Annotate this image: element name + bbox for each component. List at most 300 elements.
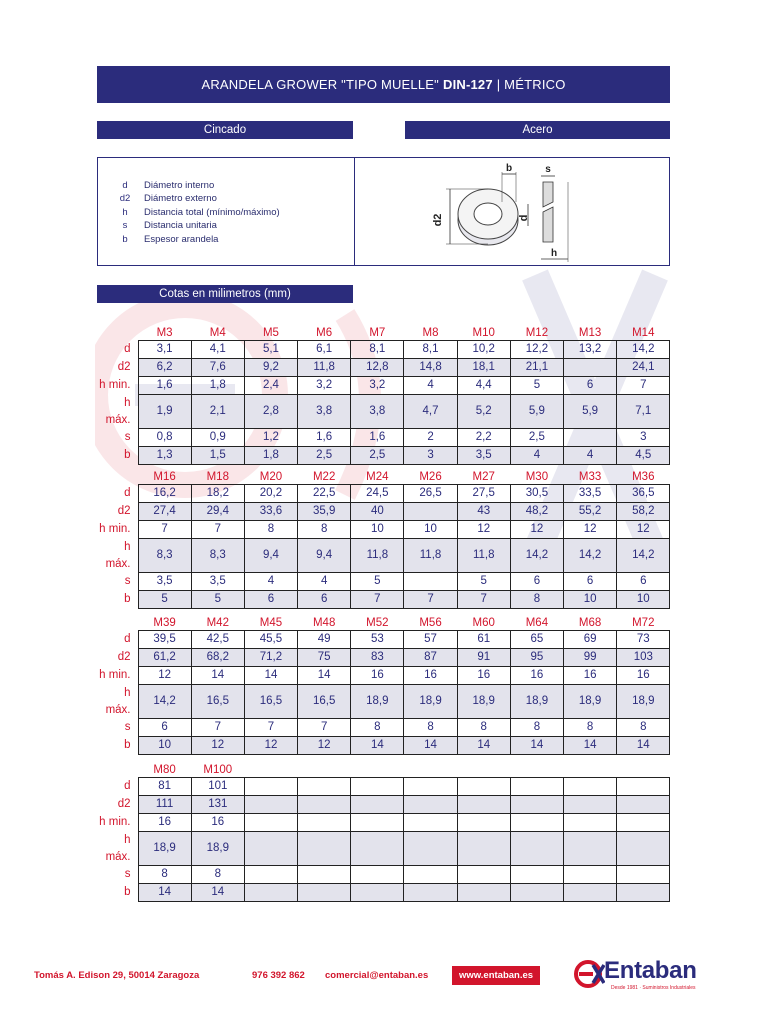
table-cell: 9,2 [244, 359, 297, 377]
table-cell: 3,5 [138, 573, 191, 591]
table-cell: 3,1 [138, 341, 191, 359]
table-cell: 73 [617, 631, 670, 649]
table-cell: 18,9 [510, 685, 563, 719]
table-cell: 6 [564, 573, 617, 591]
table-cell [510, 884, 563, 902]
table-cell: 1,9 [138, 395, 191, 429]
table-cell: 14 [191, 667, 244, 685]
table-cell: 10 [138, 737, 191, 755]
row-label: d2 [117, 651, 131, 663]
legend-description: Distancia unitaria [144, 220, 217, 232]
table-row [97, 377, 670, 395]
row-label: b [124, 593, 131, 605]
table-cell: 8 [404, 719, 457, 737]
table-cell: 2,4 [244, 377, 297, 395]
row-label: d2 [117, 361, 131, 373]
table-cell: 71,2 [244, 649, 297, 667]
size-header: M72 [632, 617, 655, 629]
table-cell: 58,2 [617, 503, 670, 521]
table-cell: 14 [510, 737, 563, 755]
table-row [97, 359, 670, 377]
table-cell: 131 [191, 796, 244, 814]
legend-row [110, 179, 280, 192]
size-header: M30 [525, 471, 549, 483]
table-cell: 3,5 [191, 573, 244, 591]
table-cell: 69 [564, 631, 617, 649]
table-cell: 10 [564, 591, 617, 609]
table-row [97, 429, 670, 447]
row-label: b [124, 886, 131, 898]
table-cell [404, 778, 457, 796]
table-row [97, 796, 670, 814]
table-cell: 6 [617, 573, 670, 591]
table-cell: 18,2 [191, 485, 244, 503]
row-label: h min. [99, 669, 131, 681]
size-header: M14 [632, 327, 655, 339]
table-cell: 1,5 [191, 447, 244, 465]
entaban-logo [573, 959, 713, 995]
size-header: M12 [525, 327, 549, 339]
table-row [97, 685, 670, 719]
table-cell: 4 [564, 447, 617, 465]
row-label: h máx. [105, 396, 131, 426]
table-cell: 12 [298, 737, 351, 755]
table-cell: 5,9 [564, 395, 617, 429]
size-header: M80 [153, 764, 176, 776]
table-cell: 12 [510, 521, 563, 539]
table-cell [617, 814, 670, 832]
table-cell: 4 [404, 377, 457, 395]
table-cell: 2,8 [244, 395, 297, 429]
table-cell: 1,6 [138, 377, 191, 395]
table-cell [564, 429, 617, 447]
table-cell: 8 [510, 719, 563, 737]
size-header [617, 760, 670, 778]
table-cell: 95 [510, 649, 563, 667]
table-cell: 9,4 [244, 539, 297, 573]
label-h: h [550, 248, 558, 259]
table-cell: 16,5 [191, 685, 244, 719]
row-label: b [124, 449, 131, 461]
row-label: d2 [117, 505, 131, 517]
table-cell: 12 [191, 737, 244, 755]
legend-description: Diámetro interno [144, 180, 215, 191]
legend-row [110, 206, 280, 219]
table-row [97, 591, 670, 609]
table-cell: 4,7 [404, 395, 457, 429]
header-corner [97, 467, 138, 485]
table-cell: 12 [564, 521, 617, 539]
table-cell: 35,9 [298, 503, 351, 521]
table-row [97, 395, 670, 429]
table-cell: 21,1 [510, 359, 563, 377]
table-cell: 11,8 [298, 359, 351, 377]
legend-symbol: h [122, 206, 128, 218]
table-cell: 4 [244, 573, 297, 591]
table-cell: 4,5 [617, 447, 670, 465]
table-cell: 18,9 [564, 685, 617, 719]
table-cell: 53 [351, 631, 404, 649]
table-cell: 12 [617, 521, 670, 539]
row-label: h máx. [105, 833, 131, 863]
page-title [97, 66, 670, 103]
label-d2: d2 [432, 213, 444, 227]
legend-description: Espesor arandela [144, 233, 219, 245]
table-cell: 14 [191, 884, 244, 902]
table-cell: 16 [457, 667, 510, 685]
table-cell: 3,2 [298, 377, 351, 395]
row-label: h min. [99, 523, 131, 535]
table-cell: 111 [138, 796, 191, 814]
table-cell [404, 573, 457, 591]
legend-divider [354, 158, 355, 265]
table-cell: 6,2 [138, 359, 191, 377]
size-header-row [97, 323, 670, 341]
row-label: h máx. [105, 686, 131, 716]
table-cell: 39,5 [138, 631, 191, 649]
table-cell: 16 [351, 667, 404, 685]
table-cell: 65 [510, 631, 563, 649]
table-cell [404, 832, 457, 866]
table-row [97, 737, 670, 755]
table-cell: 45,5 [244, 631, 297, 649]
legend-symbol: s [122, 220, 128, 232]
size-header: M10 [472, 327, 495, 339]
row-label: d [124, 780, 131, 792]
table-cell [564, 359, 617, 377]
size-table [97, 613, 670, 755]
table-cell: 14 [457, 737, 510, 755]
table-cell: 26,5 [404, 485, 457, 503]
legend-description: Diámetro externo [144, 193, 217, 205]
logo-tagline: Desde 1981 · Suministros Industriales [611, 985, 696, 991]
material-bar: Acero [405, 121, 670, 139]
legend-symbol: d [122, 180, 128, 191]
table-cell: 5,9 [510, 395, 563, 429]
table-cell: 87 [404, 649, 457, 667]
table-cell: 2 [404, 429, 457, 447]
table-cell [298, 832, 351, 866]
table-cell: 5,2 [457, 395, 510, 429]
table-cell: 3,2 [351, 377, 404, 395]
legend-symbol: d2 [119, 193, 131, 205]
row-label: b [124, 739, 131, 751]
table-cell [510, 778, 563, 796]
table-cell: 8 [298, 521, 351, 539]
table-cell [564, 796, 617, 814]
table-cell: 3 [617, 429, 670, 447]
size-header: M27 [472, 471, 495, 483]
table-cell: 18,9 [191, 832, 244, 866]
label-s: s [545, 164, 551, 175]
table-cell [404, 866, 457, 884]
legend-symbol: b [122, 233, 128, 245]
table-cell: 24,5 [351, 485, 404, 503]
table-row [97, 341, 670, 359]
table-cell: 7 [298, 719, 351, 737]
table-cell: 55,2 [564, 503, 617, 521]
table-cell [351, 814, 404, 832]
table-row [97, 832, 670, 866]
size-header: M100 [203, 764, 233, 776]
table-cell [298, 866, 351, 884]
table-cell: 1,3 [138, 447, 191, 465]
size-header: M64 [525, 617, 549, 629]
table-row [97, 719, 670, 737]
size-header [244, 760, 297, 778]
table-cell: 8,3 [138, 539, 191, 573]
title-suffix: | MÉTRICO [496, 77, 566, 92]
size-header: M42 [206, 617, 229, 629]
table-cell: 7,6 [191, 359, 244, 377]
table-cell: 18,9 [351, 685, 404, 719]
table-cell: 1,2 [244, 429, 297, 447]
table-cell [404, 814, 457, 832]
table-cell [351, 832, 404, 866]
size-header: M39 [153, 617, 176, 629]
table-cell: 68,2 [191, 649, 244, 667]
table-cell: 83 [351, 649, 404, 667]
table-cell [298, 884, 351, 902]
table-cell [564, 832, 617, 866]
table-cell: 6 [564, 377, 617, 395]
table-row [97, 631, 670, 649]
table-cell: 14,2 [138, 685, 191, 719]
table-cell [617, 866, 670, 884]
table-cell: 18,9 [457, 685, 510, 719]
size-header [564, 760, 617, 778]
table-cell [457, 832, 510, 866]
table-cell: 8 [457, 719, 510, 737]
table-cell: 8 [351, 719, 404, 737]
table-cell: 6,1 [298, 341, 351, 359]
table-cell: 14 [138, 884, 191, 902]
table-cell: 16,2 [138, 485, 191, 503]
table-cell: 91 [457, 649, 510, 667]
table-cell: 6 [298, 591, 351, 609]
size-header: M16 [153, 471, 176, 483]
table-cell: 8 [244, 521, 297, 539]
table-cell [351, 796, 404, 814]
table-cell: 5 [351, 573, 404, 591]
table-cell [510, 866, 563, 884]
table-row [97, 485, 670, 503]
row-label: h min. [99, 379, 131, 391]
table-cell: 22,5 [298, 485, 351, 503]
table-cell [404, 796, 457, 814]
table-cell: 7 [191, 521, 244, 539]
size-header: M22 [312, 471, 336, 483]
table-cell: 42,5 [191, 631, 244, 649]
table-row [97, 884, 670, 902]
table-cell: 9,4 [298, 539, 351, 573]
row-label: s [124, 868, 131, 880]
table-cell: 40 [351, 503, 404, 521]
table-cell: 61,2 [138, 649, 191, 667]
table-cell: 27,5 [457, 485, 510, 503]
table-cell: 14,2 [617, 341, 670, 359]
table-cell: 4 [510, 447, 563, 465]
size-header-row [97, 760, 670, 778]
table-cell: 29,4 [191, 503, 244, 521]
size-header [298, 760, 351, 778]
title-standard: DIN-127 [442, 77, 493, 92]
table-cell: 8 [617, 719, 670, 737]
table-cell: 3,8 [351, 395, 404, 429]
size-header: M20 [259, 471, 283, 483]
footer-email[interactable]: comercial@entaban.es [325, 970, 429, 981]
table-cell: 57 [404, 631, 457, 649]
table-cell: 75 [298, 649, 351, 667]
table-cell [510, 814, 563, 832]
table-cell: 18,9 [617, 685, 670, 719]
row-label: h máx. [105, 540, 131, 570]
table-cell: 49 [298, 631, 351, 649]
washer-diagram [428, 162, 588, 264]
footer-website[interactable]: www.entaban.es [452, 966, 540, 985]
table-cell: 16 [510, 667, 563, 685]
table-cell: 27,4 [138, 503, 191, 521]
size-header: M6 [316, 327, 333, 339]
table-cell: 12 [138, 667, 191, 685]
size-header: M5 [262, 327, 279, 339]
row-label: d [124, 343, 131, 355]
table-cell: 7 [617, 377, 670, 395]
size-header: M48 [312, 617, 336, 629]
table-cell [457, 796, 510, 814]
table-row [97, 503, 670, 521]
size-header: M4 [209, 327, 226, 339]
footer-phone: 976 392 862 [252, 970, 305, 981]
logo-mark-icon [573, 959, 605, 989]
table-cell: 5 [510, 377, 563, 395]
table-cell: 101 [191, 778, 244, 796]
table-cell [244, 814, 297, 832]
table-cell: 11,8 [457, 539, 510, 573]
table-cell: 8 [138, 866, 191, 884]
table-cell: 48,2 [510, 503, 563, 521]
size-header: M36 [632, 471, 655, 483]
table-cell [564, 866, 617, 884]
table-cell: 6 [510, 573, 563, 591]
table-cell: 1,8 [244, 447, 297, 465]
header-corner [97, 323, 138, 341]
legend-row [110, 192, 280, 205]
table-cell: 8,1 [404, 341, 457, 359]
table-cell: 16 [191, 814, 244, 832]
legend-box [97, 157, 670, 266]
size-header: M24 [366, 471, 389, 483]
footer-address: Tomás A. Edison 29, 50014 Zaragoza [34, 970, 200, 981]
table-cell: 5 [457, 573, 510, 591]
table-cell [244, 884, 297, 902]
table-cell [351, 866, 404, 884]
table-cell: 18,9 [138, 832, 191, 866]
table-cell: 16 [564, 667, 617, 685]
legend-row [110, 233, 280, 246]
table-cell: 8 [191, 866, 244, 884]
table-cell [244, 832, 297, 866]
table-cell [457, 778, 510, 796]
table-cell: 16 [404, 667, 457, 685]
table-cell [244, 866, 297, 884]
table-cell [564, 884, 617, 902]
table-cell: 2,2 [457, 429, 510, 447]
table-cell: 7 [457, 591, 510, 609]
table-cell: 4 [298, 573, 351, 591]
table-cell: 12,2 [510, 341, 563, 359]
table-row [97, 814, 670, 832]
table-cell [298, 814, 351, 832]
table-cell [564, 778, 617, 796]
table-row [97, 649, 670, 667]
table-cell: 7 [191, 719, 244, 737]
size-header: M3 [156, 327, 173, 339]
table-cell: 18,9 [404, 685, 457, 719]
dims-title-bar: Cotas en milimetros (mm) [97, 285, 353, 303]
table-cell: 16 [138, 814, 191, 832]
table-cell: 8 [564, 719, 617, 737]
table-cell: 10 [351, 521, 404, 539]
table-cell: 5 [191, 591, 244, 609]
row-label: d [124, 487, 131, 499]
size-header: M7 [369, 327, 386, 339]
table-cell [244, 796, 297, 814]
size-header: M56 [419, 617, 442, 629]
table-cell: 103 [617, 649, 670, 667]
size-table [97, 467, 670, 609]
table-cell: 14 [617, 737, 670, 755]
table-cell: 7 [138, 521, 191, 539]
table-cell: 18,1 [457, 359, 510, 377]
table-cell: 33,5 [564, 485, 617, 503]
table-cell: 12 [244, 737, 297, 755]
table-cell: 11,8 [404, 539, 457, 573]
table-cell [244, 778, 297, 796]
table-cell [510, 796, 563, 814]
size-header: M33 [578, 471, 602, 483]
table-row [97, 573, 670, 591]
table-cell: 14,2 [564, 539, 617, 573]
table-cell: 5,1 [244, 341, 297, 359]
table-cell: 13,2 [564, 341, 617, 359]
table-cell: 7 [244, 719, 297, 737]
table-row [97, 447, 670, 465]
table-cell [617, 778, 670, 796]
table-cell: 1,6 [298, 429, 351, 447]
size-header [351, 760, 404, 778]
table-cell [617, 832, 670, 866]
table-row [97, 866, 670, 884]
size-header: M52 [366, 617, 389, 629]
table-cell [457, 814, 510, 832]
table-cell: 10,2 [457, 341, 510, 359]
table-cell: 4,4 [457, 377, 510, 395]
size-header: M45 [259, 617, 283, 629]
table-cell [298, 796, 351, 814]
table-cell: 14 [244, 667, 297, 685]
size-header-row [97, 613, 670, 631]
table-row [97, 667, 670, 685]
table-row [97, 539, 670, 573]
legend-list [110, 179, 280, 246]
logo-word: Entaban [604, 957, 697, 984]
table-cell [457, 884, 510, 902]
table-cell: 3,8 [298, 395, 351, 429]
table-cell: 12,8 [351, 359, 404, 377]
table-cell: 10 [404, 521, 457, 539]
table-cell: 81 [138, 778, 191, 796]
